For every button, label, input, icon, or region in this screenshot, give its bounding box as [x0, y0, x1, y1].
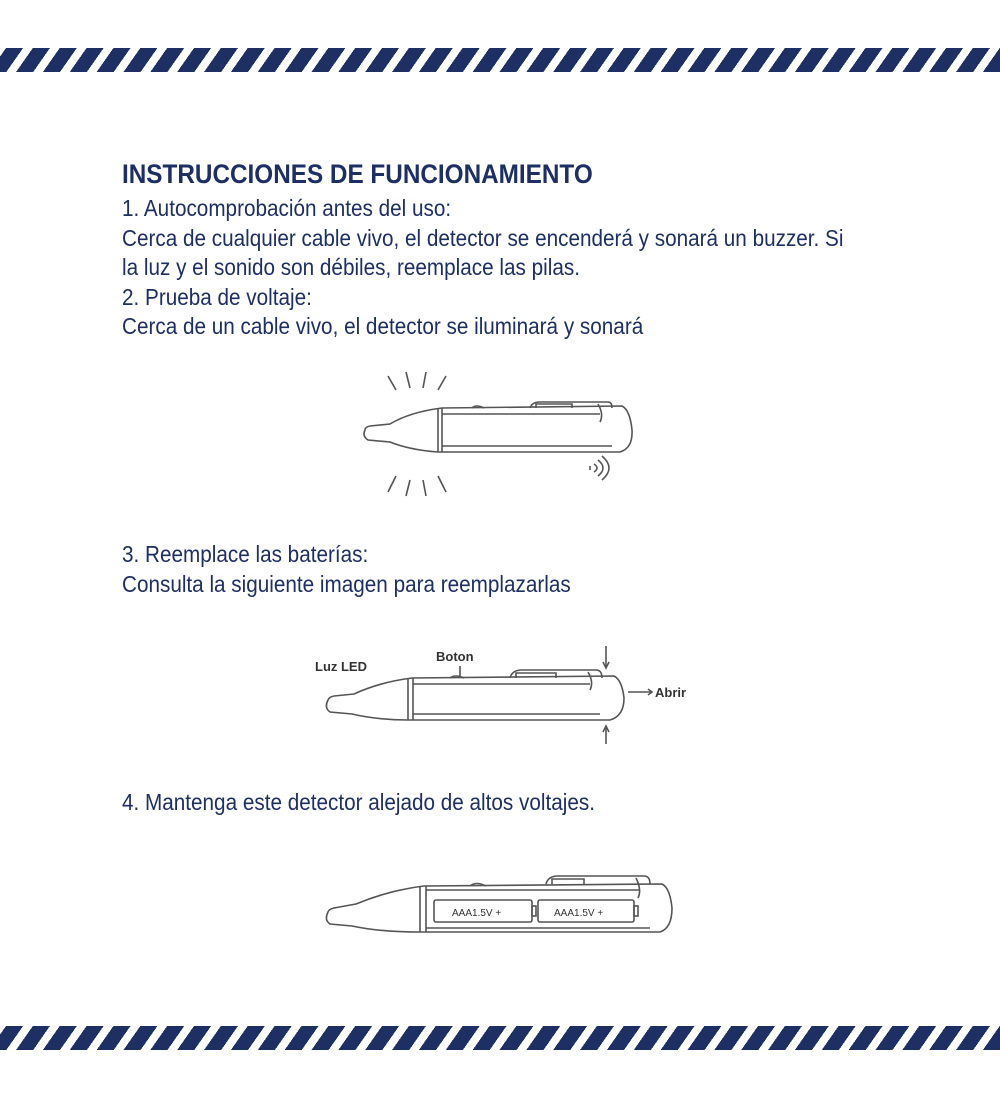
instructions-heading-wrap [122, 156, 902, 192]
step2-line1: Cerca de un cable vivo, el detector se iluminará y sonará [122, 313, 644, 339]
step3-line1: Consulta la siguiente imagen para reemplazarlas [122, 570, 571, 597]
step1-line1: Cerca de cualquier cable vivo, el detector se encenderá y sonará un buzzer. Si [122, 224, 844, 251]
step3-block [122, 540, 982, 599]
step1-line2: la luz y el sonido son débiles, reemplace las pilas. [122, 254, 580, 280]
led-label: Luz LED [315, 659, 367, 674]
open-label: Abrir [655, 685, 687, 700]
detector-live-wire-figure [350, 368, 650, 498]
step4-block [122, 788, 982, 818]
button-label: Boton [436, 649, 474, 664]
top-stripe-border [0, 48, 1000, 72]
step4-title: 4. Mantenga este detector alejado de altos voltajes. [122, 789, 595, 815]
step2-title: 2. Prueba de voltaje: [122, 283, 312, 310]
battery-label-2: AAA1.5V + [554, 908, 604, 919]
battery-label-1: AAA1.5V + [452, 908, 502, 919]
detector-batteries-figure [320, 860, 680, 940]
page-title: INSTRUCCIONES DE FUNCIONAMIENTO [122, 159, 593, 189]
steps-1-2-block [122, 194, 982, 342]
step1-title: 1. Autocomprobación antes del uso: [122, 195, 452, 221]
battery-replacement-figure [300, 640, 720, 750]
step3-title: 3. Reemplace las baterías: [122, 541, 369, 567]
bottom-stripe-border [0, 1026, 1000, 1050]
